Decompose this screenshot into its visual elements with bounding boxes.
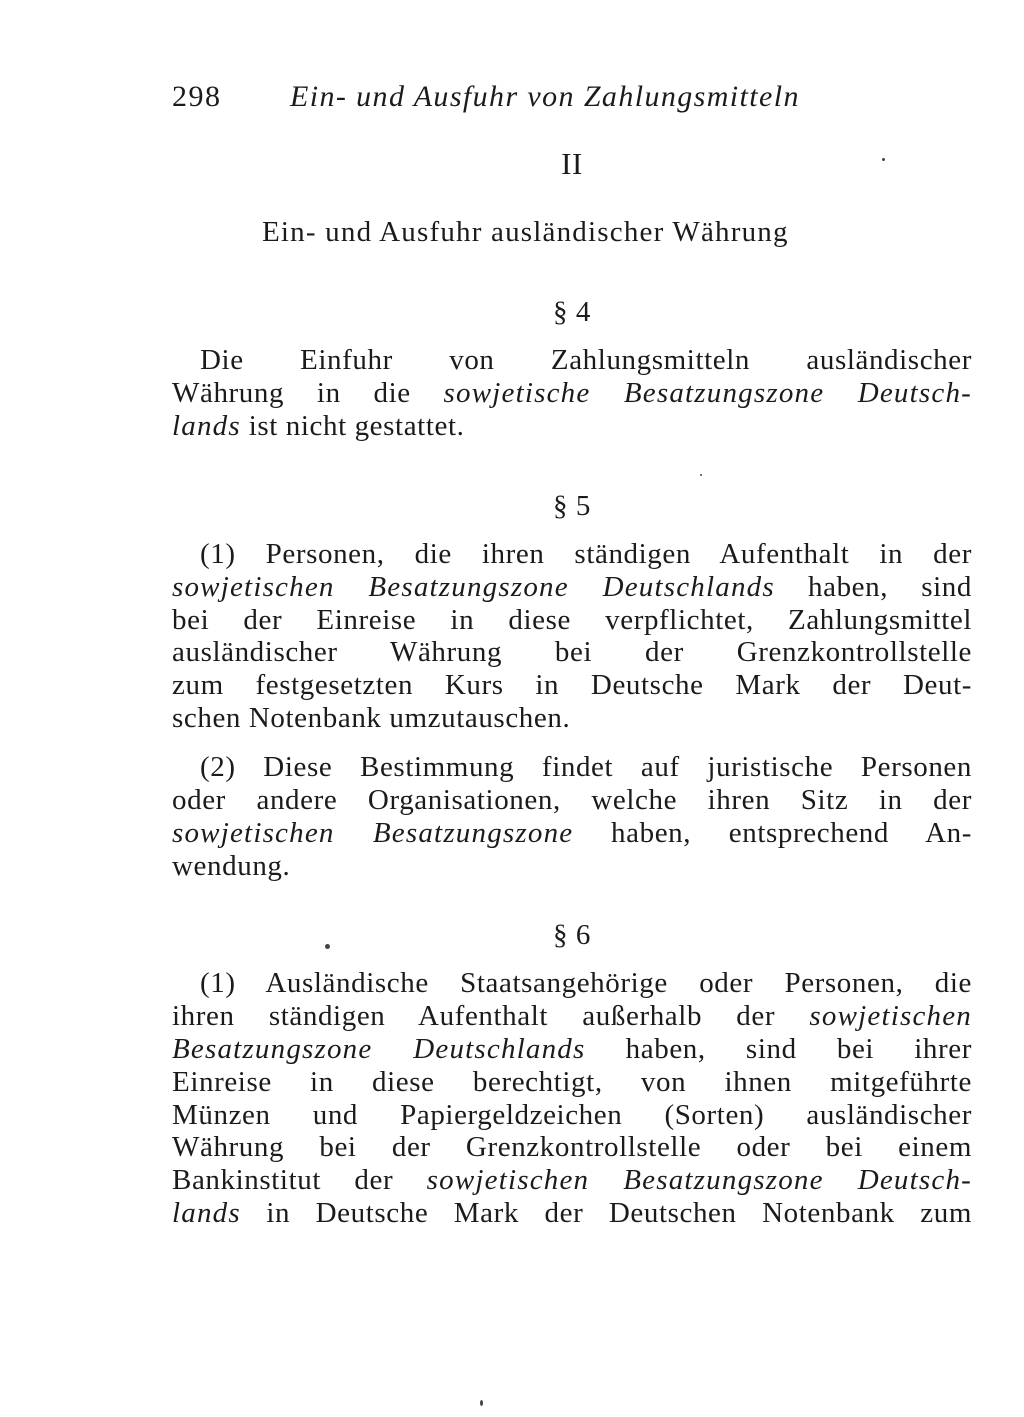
- paragraph-6-line-6: Währung bei der Grenzkontrollstelle oder bei einem: [172, 1131, 972, 1163]
- paragraph-6-line-4: Einreise in diese berechtigt, von ihnen mitgeführte: [172, 1066, 972, 1098]
- text-run: haben, sind bei ihrer: [585, 1033, 972, 1065]
- running-title: Ein- und Ausfuhr von Zahlungsmitteln: [290, 80, 800, 113]
- paragraph-4-line-3: [172, 410, 972, 443]
- paragraph-5-line-5: zum festgesetzten Kurs in Deutsche Mark der Deut-: [172, 669, 972, 701]
- paragraph-6-line-1: (1) Ausländische Staatsangehörige oder Personen, die: [200, 967, 972, 999]
- paragraph-5-line-6: schen Notenbank umzutauschen.: [172, 702, 571, 734]
- paragraph-6-line-8: [172, 1197, 972, 1230]
- paragraph-6-line-2: [172, 1000, 972, 1033]
- paragraph-6-line-3: [172, 1033, 972, 1066]
- paragraph-5-line-9: [172, 817, 972, 850]
- text-run: ihren ständigen Aufenthalt außerhalb der: [172, 1000, 810, 1032]
- paragraph-6-heading: § 6: [552, 919, 592, 951]
- section-title: Ein- und Ausfuhr ausländischer Währung: [262, 216, 789, 248]
- italic-run: lands: [172, 410, 241, 442]
- paragraph-5-line-8: oder andere Organisationen, welche ihren Sitz in der: [172, 784, 972, 816]
- page-number: 298: [172, 80, 222, 113]
- italic-run: sowjetischen Besatzungszone Deutschlands: [172, 571, 775, 603]
- paragraph-6-line-7: [172, 1164, 972, 1197]
- text-run: haben, sind: [774, 571, 972, 603]
- text-run: Währung in die: [172, 377, 444, 409]
- paragraph-4-line-1: Die Einfuhr von Zahlungsmitteln ausländischer: [200, 344, 972, 376]
- section-roman-numeral: II: [561, 146, 583, 181]
- paragraph-5-line-4: ausländischer Währung bei der Grenzkontrollstelle: [172, 636, 972, 668]
- italic-run: sowjetischen Besatzungszone: [172, 817, 574, 849]
- italic-run: lands: [172, 1197, 241, 1229]
- italic-run: Besatzungszone Deutschlands: [172, 1033, 586, 1065]
- paragraph-6-line-5: Münzen und Papiergeldzeichen (Sorten) ausländischer: [172, 1099, 972, 1131]
- text-run: ist nicht gestattet.: [240, 410, 465, 442]
- text-run: in Deutsche Mark der Deutschen Notenbank zum: [240, 1197, 972, 1229]
- italic-run: sowjetischen: [809, 1000, 972, 1032]
- paragraph-5-line-1: (1) Personen, die ihren ständigen Aufenthalt in der: [200, 538, 972, 570]
- text-run: Bankinstitut der: [172, 1164, 427, 1196]
- scan-speck: [882, 158, 885, 161]
- scan-speck: [480, 1400, 483, 1406]
- paragraph-4-line-2: [172, 377, 972, 410]
- paragraph-5-line-10: wendung.: [172, 850, 291, 882]
- text-run: haben, entsprechend An-: [573, 817, 972, 849]
- paragraph-5-line-3: bei der Einreise in diese verpflichtet, Zahlungsmittel: [172, 604, 972, 636]
- scan-speck: [325, 944, 330, 949]
- running-header: [172, 80, 972, 120]
- italic-run: sowjetische Besatzungszone Deutsch-: [443, 377, 972, 409]
- paragraph-4-heading: § 4: [552, 296, 592, 328]
- paragraph-5-heading: § 5: [552, 490, 592, 522]
- italic-run: sowjetischen Besatzungszone Deutsch-: [426, 1164, 973, 1196]
- paragraph-5-line-2: [172, 571, 972, 604]
- scan-speck: [700, 474, 702, 476]
- paragraph-5-line-7: (2) Diese Bestimmung findet auf juristische Personen: [200, 751, 972, 783]
